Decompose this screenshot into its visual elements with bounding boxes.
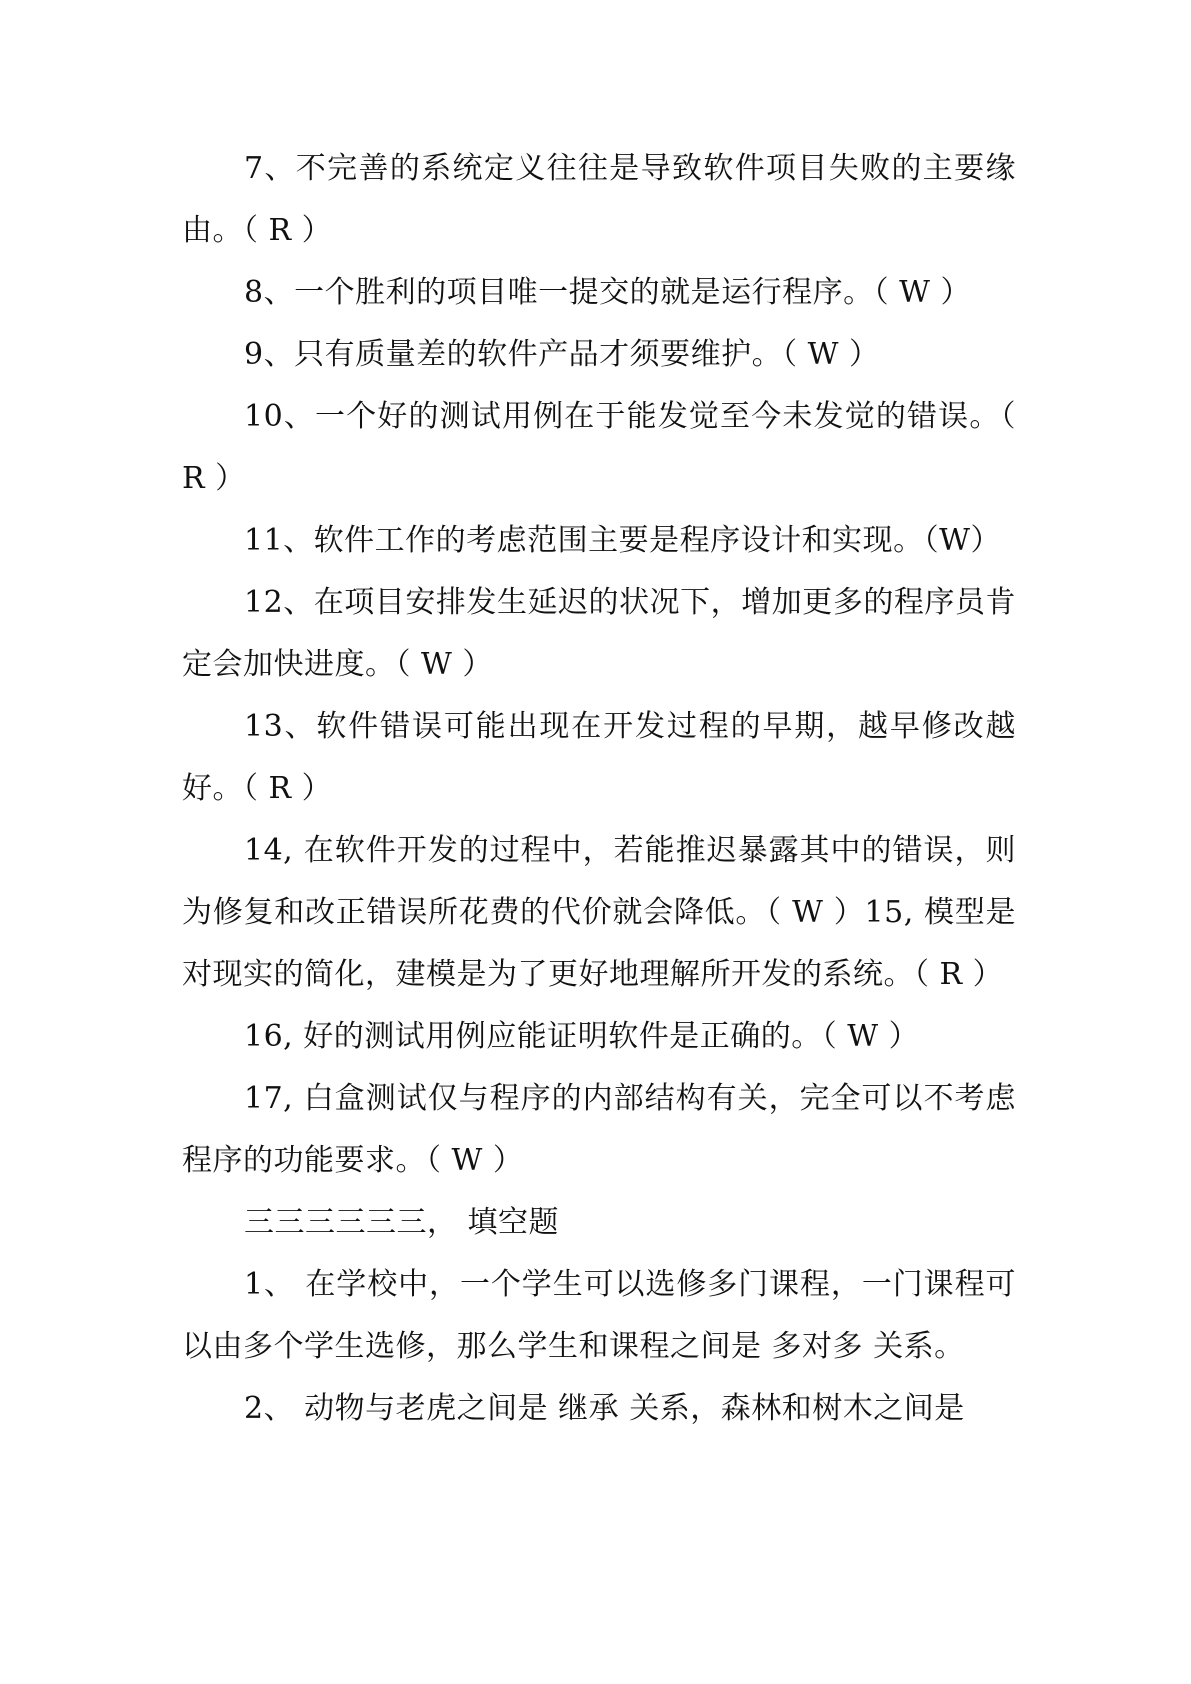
- question-14-15: 14, 在软件开发的过程中，若能推迟暴露其中的错误，则为修复和改正错误所花费的代价就会降低。（ W ）15, 模型是对现实的简化，建模是为了更好地理解所开发的系统。（ R ）: [182, 833, 1016, 992]
- question-12: 12、在项目安排发生延迟的状况下，增加更多的程序员肯定会加快进度。（ W ）: [182, 585, 1016, 682]
- fill-question-2: 2、 动物与老虎之间是 继承 关系，森林和树木之间是: [244, 1391, 965, 1426]
- document-page: [182, 138, 1016, 1440]
- question-11: 11、软件工作的考虑范围主要是程序设计和实现。（W）: [244, 523, 1002, 558]
- question-10: 10、一个好的测试用例在于能发觉至今未发觉的错误。（ R ）: [182, 399, 1016, 496]
- section-heading-fill-in: 三三三三三三， 填空题: [244, 1205, 560, 1240]
- question-13: 13、软件错误可能出现在开发过程的早期，越早修改越好。（ R ）: [182, 709, 1016, 806]
- question-16: 16, 好的测试用例应能证明软件是正确的。（ W ）: [244, 1019, 920, 1054]
- question-17: 17, 白盒测试仅与程序的内部结构有关，完全可以不考虑程序的功能要求。（ W ）: [182, 1081, 1016, 1178]
- question-8: 8、一个胜利的项目唯一提交的就是运行程序。（ W ）: [244, 275, 971, 310]
- question-9: 9、只有质量差的软件产品才须要维护。（ W ）: [244, 337, 880, 372]
- question-7: 7、不完善的系统定义往往是导致软件项目失败的主要缘由。（ R ）: [182, 151, 1016, 248]
- fill-question-1: 1、 在学校中，一个学生可以选修多门课程，一门课程可以由多个学生选修，那么学生和课程之间是 多对多 关系。: [182, 1267, 1016, 1364]
